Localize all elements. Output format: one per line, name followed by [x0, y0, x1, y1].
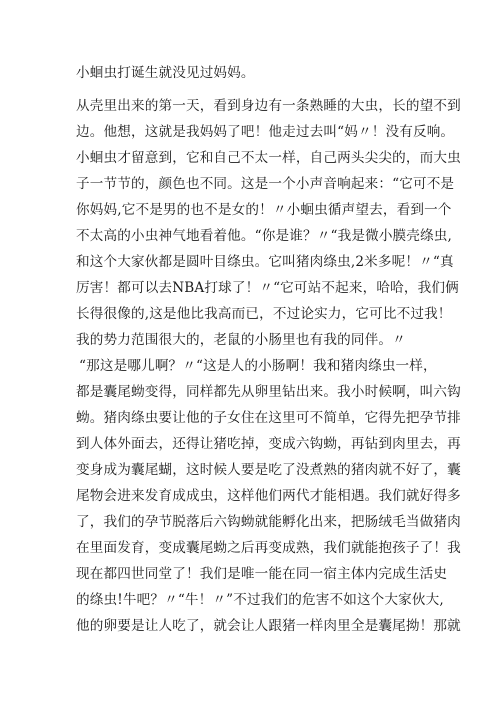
- text-line: 变身成为囊尾蝴，这时候人要是吃了没煮熟的猪肉就不好了，囊: [76, 462, 461, 478]
- text-line: 到人体外面去，还得让猪吃掉，变成六钩蚴，再钻到肉里去，再: [76, 436, 461, 452]
- text-line: 在里面发育，变成囊尾蚴之后再变成熟，我们就能抱孩子了！我: [76, 540, 461, 556]
- text-line: 小蛔虫才留意到，它和自己不太一样，自己两头尖尖的，而大虫: [76, 150, 461, 166]
- text-line: 长得很像的,这是他比我高而已，不过论实力，它可比不过我！: [76, 306, 452, 322]
- text-line: 和这个大家伙都是圆叶目绦虫。它叫猪肉绦虫,2米多呢！〃“真: [76, 254, 454, 270]
- text-line: 不太高的小虫神气地看着他。“你是谁？〃“我是微小膜壳绦虫,: [76, 228, 453, 244]
- text-line: 子一节节的，颜色也不同。这是一个小声音响起来：“它可不是: [76, 176, 455, 192]
- text-line: 厉害！都可以去NBA打球了！〃“它可站不起来，哈哈，我们俩: [76, 280, 459, 296]
- text-line: 边。他想，这就是我妈妈了吧！他走过去叫“妈〃！没有反响。: [76, 124, 455, 140]
- text-line: 的绦虫!牛吧？〃“牛！〃”不过我们的危害不如这个大家伙大,: [76, 592, 444, 608]
- text-line: 现在都四世同堂了！我们是唯一能在同一宿主体内完成生活史: [76, 566, 448, 582]
- text-line: 我的势力范围很大的，老鼠的小肠里也有我的同伴。〃: [76, 332, 406, 348]
- text-line: 从壳里出来的第一天，看到身边有一条熟睡的大虫，长的望不到: [76, 98, 461, 114]
- text-line: 了，我们的孕节脱落后六钩蚴就能孵化出来，把肠绒毛当做猪肉: [76, 514, 461, 530]
- text-line: 小蛔虫打诞生就没见过妈妈。: [76, 65, 255, 81]
- text-line: 蚴。猪肉绦虫要让他的子女住在这里可不简单，它得先把孕节排: [76, 410, 461, 426]
- text-line: 他的卵要是让人吃了，就会让人跟猪一样肉里全是囊尾拗！那就: [76, 618, 461, 634]
- text-line: 你妈妈,它不是男的也不是女的！〃小蛔虫循声望去，看到一个: [76, 202, 452, 218]
- text-line: “那这是哪儿啊？〃“这是人的小肠啊！我和猪肉绦虫一样，: [79, 358, 437, 374]
- text-line: 都是囊尾蚴变得，同样都先从卵里钻出来。我小时候啊，叫六钩: [76, 384, 461, 400]
- text-line: 尾物会进来发育成成虫，这样他们两代才能相遇。我们就好得多: [76, 488, 461, 504]
